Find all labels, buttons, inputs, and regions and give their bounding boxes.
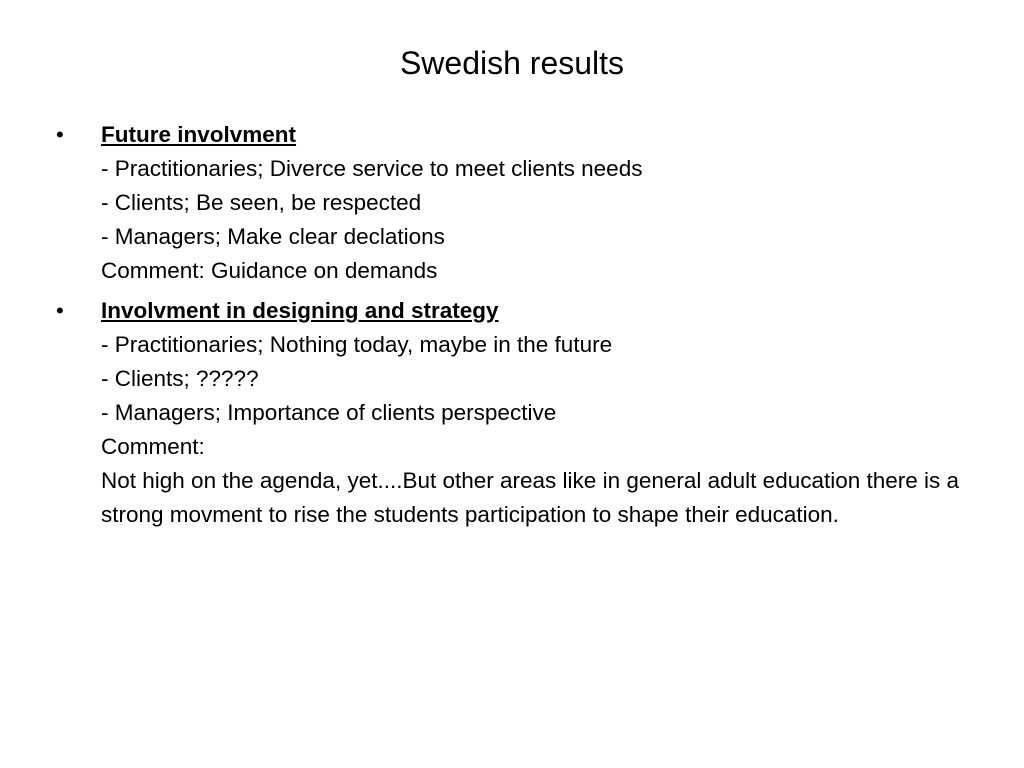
- slide-title: Swedish results: [399, 45, 625, 81]
- bullet-line: - Managers; Importance of clients perspective: [101, 400, 557, 425]
- bullet-heading: Involvment in designing and strategy: [101, 298, 499, 323]
- bullet-line: - Clients; Be seen, be respected: [101, 190, 422, 215]
- bullet-item-future-involvment: [56, 118, 966, 288]
- bullet-comment: Comment: Guidance on demands: [101, 258, 438, 283]
- bullet-line: - Practitionaries; Nothing today, maybe in the future: [101, 332, 613, 357]
- bullet-marker: •: [56, 122, 64, 147]
- bullet-item-involvment-in-designing: [56, 294, 966, 532]
- bullet-comment-label: Comment:: [101, 434, 205, 459]
- bullet-line: - Managers; Make clear declations: [101, 224, 445, 249]
- bullet-line: - Clients; ?????: [101, 366, 259, 391]
- bullet-list: [56, 118, 966, 538]
- bullet-line: - Practitionaries; Diverce service to meet clients needs: [101, 156, 643, 181]
- bullet-heading: Future involvment: [101, 122, 297, 147]
- bullet-marker: •: [56, 298, 64, 323]
- bullet-comment-text: Not high on the agenda, yet....But other areas like in general adult education there is a strong movment to rise the students participation to shape their education.: [101, 468, 960, 527]
